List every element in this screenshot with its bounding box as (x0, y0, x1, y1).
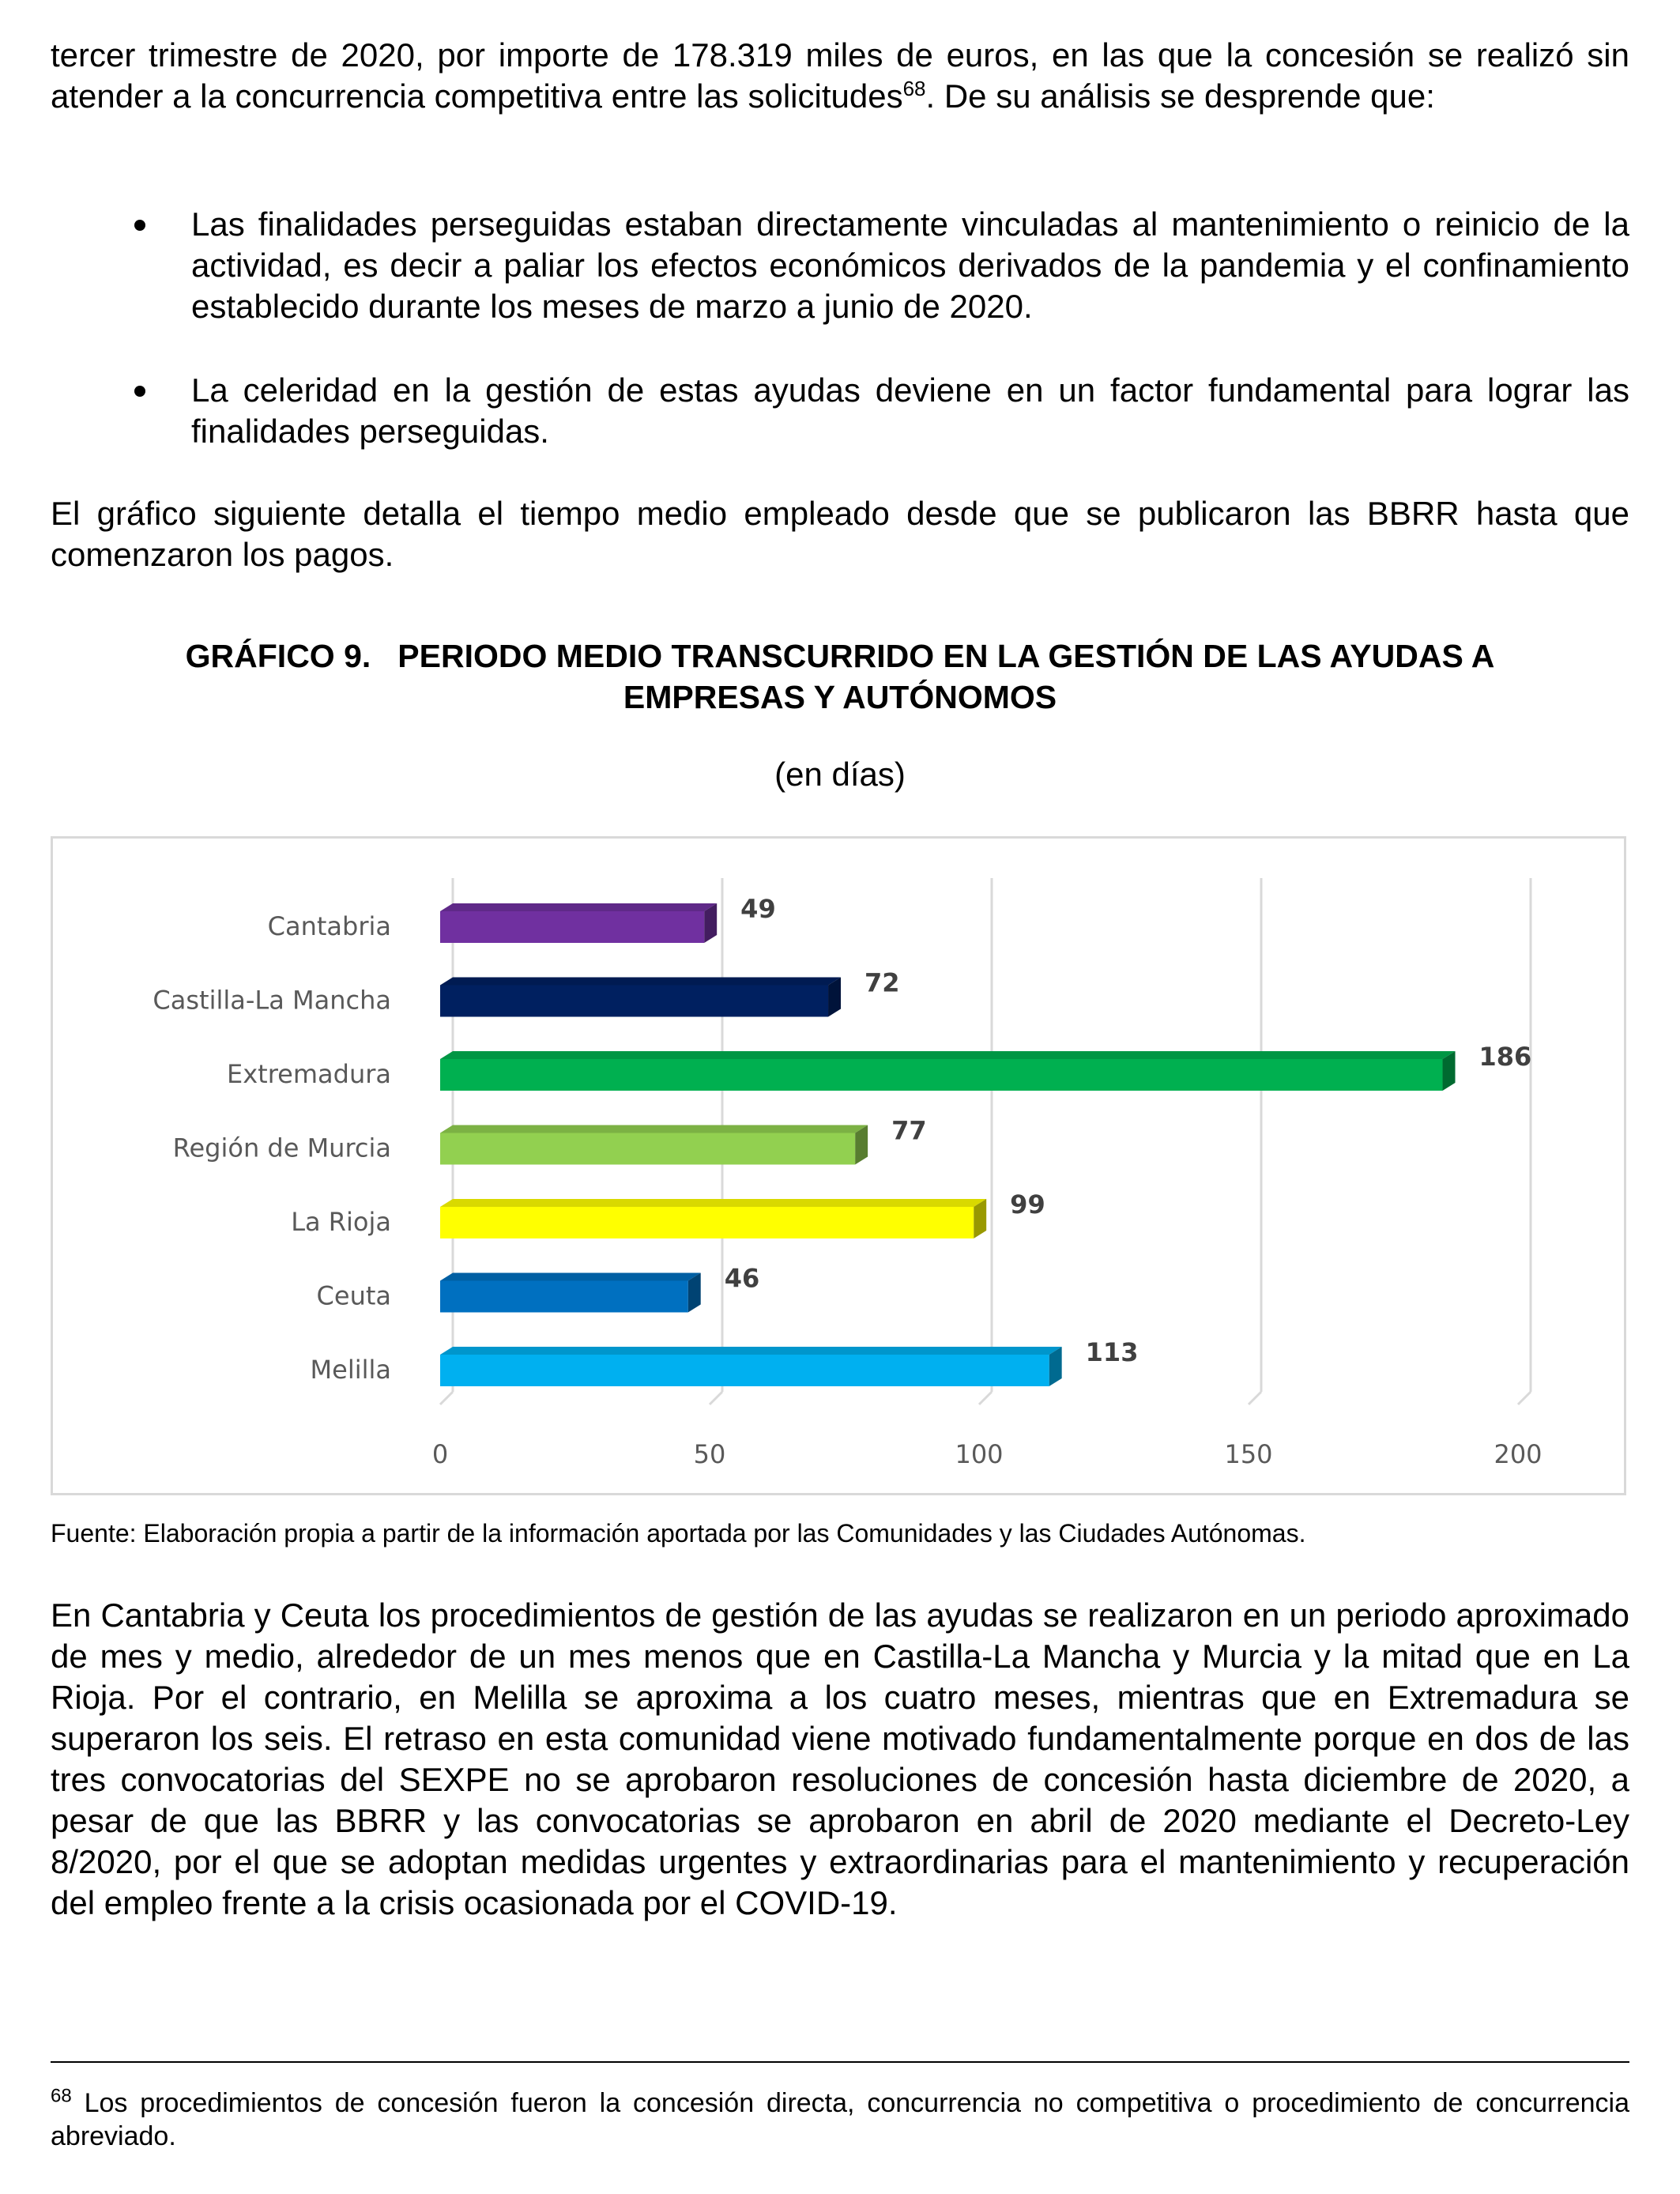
x-tick-label: 150 (1224, 1439, 1273, 1469)
chart-title (51, 635, 1629, 718)
x-tick-label: 200 (1494, 1439, 1543, 1469)
y-category-label: La Rioja (291, 1207, 391, 1237)
footnote (51, 2087, 1629, 2153)
y-category-label: Melilla (310, 1355, 391, 1385)
bar-top-face (440, 1347, 1062, 1355)
figure-title-line1: PERIODO MEDIO TRANSCURRIDO EN LA GESTIÓN DE LAS AYUDAS A (397, 638, 1495, 674)
bullet-list (51, 204, 1629, 495)
gridline-foot (1249, 1392, 1261, 1404)
bullet-item (51, 204, 1629, 327)
bar (440, 911, 704, 943)
y-category-label: Castilla-La Mancha (153, 985, 391, 1016)
bullet-dot-icon (134, 386, 145, 397)
footnote-text: Los procedimientos de concesión fueron la concesión directa, concurrencia no competitiva o procedimiento de concurrencia abreviado. (51, 2088, 1629, 2151)
footnote-reference[interactable]: 68 (902, 77, 926, 100)
gridline-foot (440, 1392, 453, 1404)
bar (440, 1059, 1443, 1091)
intro-text: tercer trimestre de 2020, por importe de 178.319 miles de euros, en las que la concesión se realizó sin atender a la concurrencia competitiva entre las solicitudes (51, 36, 1629, 115)
bullet-item (51, 370, 1629, 452)
bar (440, 1133, 855, 1165)
x-tick-label: 0 (431, 1439, 449, 1469)
x-tick-label: 50 (693, 1439, 726, 1469)
bar-top-face (440, 978, 841, 986)
bar-top-face (440, 1125, 868, 1133)
bar (440, 1281, 688, 1313)
bar (440, 1207, 974, 1238)
chart-intro-paragraph: El gráfico siguiente detalla el tiempo medio empleado desde que se publicaron las BBRR hasta que comenzaron los pagos. (51, 495, 1629, 573)
bullet-text: Las finalidades perseguidas estaban directamente vinculadas al mantenimiento o reinicio de la actividad, es decir a paliar los efectos económicos derivados de la pandemia y el confinamiento establecido durante los meses de marzo a junio de 2020. (191, 205, 1629, 325)
data-label: 46 (724, 1263, 760, 1294)
bar (440, 1355, 1049, 1386)
gridline-foot (979, 1392, 992, 1404)
chart-source: Fuente: Elaboración propia a partir de la información aportada por las Comunidades y las Ciudades Autónomas. (51, 1519, 1306, 1547)
gridline-foot (1518, 1392, 1531, 1404)
data-label: 99 (1010, 1189, 1045, 1220)
y-category-label: Extremadura (227, 1059, 391, 1089)
chart-subtitle: (en días) (774, 756, 906, 793)
bar-top-face (440, 903, 717, 911)
y-category-label: Cantabria (267, 911, 391, 941)
analysis-paragraph: En Cantabria y Ceuta los procedimientos de gestión de las ayudas se realizaron en un periodo aproximado de mes y medio, alrededor de un mes menos que en Castilla-La Mancha y Murcia y la mitad que en La Rioja. Por el contrario, en Melilla se aproxima a los cuatro meses, mientras que en Extremadura se superaron los seis. El retraso en esta comunidad viene motivado fundamentalmente porque en dos de las tres convocatorias del SEXPE no se aprobaron resoluciones de concesión hasta diciembre de 2020, a pesar de que las BBRR y las convocatorias se aprobaron en abril de 2020 mediante el Decreto-Ley 8/2020, por el que se adoptan medidas urgentes y extraordinarias para el mantenimiento y recuperación del empleo frente a la crisis ocasionada por el COVID-19. (51, 1596, 1629, 1921)
figure-label: GRÁFICO 9. (185, 638, 371, 674)
data-label: 113 (1085, 1337, 1139, 1367)
figure-title-line2: EMPRESAS Y AUTÓNOMOS (623, 679, 1057, 715)
bar-top-face (440, 1051, 1456, 1059)
bullet-dot-icon (134, 220, 145, 231)
chart-container (51, 836, 1626, 1495)
x-tick-label: 100 (955, 1439, 1004, 1469)
data-label: 77 (891, 1115, 927, 1146)
intro-paragraph (51, 35, 1629, 117)
footnote-divider (51, 2061, 1629, 2063)
data-label: 49 (740, 894, 776, 924)
y-category-label: Ceuta (316, 1280, 391, 1311)
data-label: 186 (1478, 1042, 1532, 1072)
intro-text-end: . De su análisis se desprende que: (925, 77, 1435, 115)
bar (440, 986, 828, 1017)
data-label: 72 (864, 967, 900, 998)
bar-top-face (440, 1199, 986, 1207)
footnote-number: 68 (51, 2085, 72, 2107)
bullet-text: La celeridad en la gestión de estas ayudas deviene en un factor fundamental para lograr las finalidades perseguidas. (191, 371, 1629, 450)
gridline-foot (710, 1392, 722, 1404)
bar-top-face (440, 1273, 701, 1281)
bar-chart (53, 839, 1624, 1493)
y-category-label: Región de Murcia (172, 1133, 391, 1163)
